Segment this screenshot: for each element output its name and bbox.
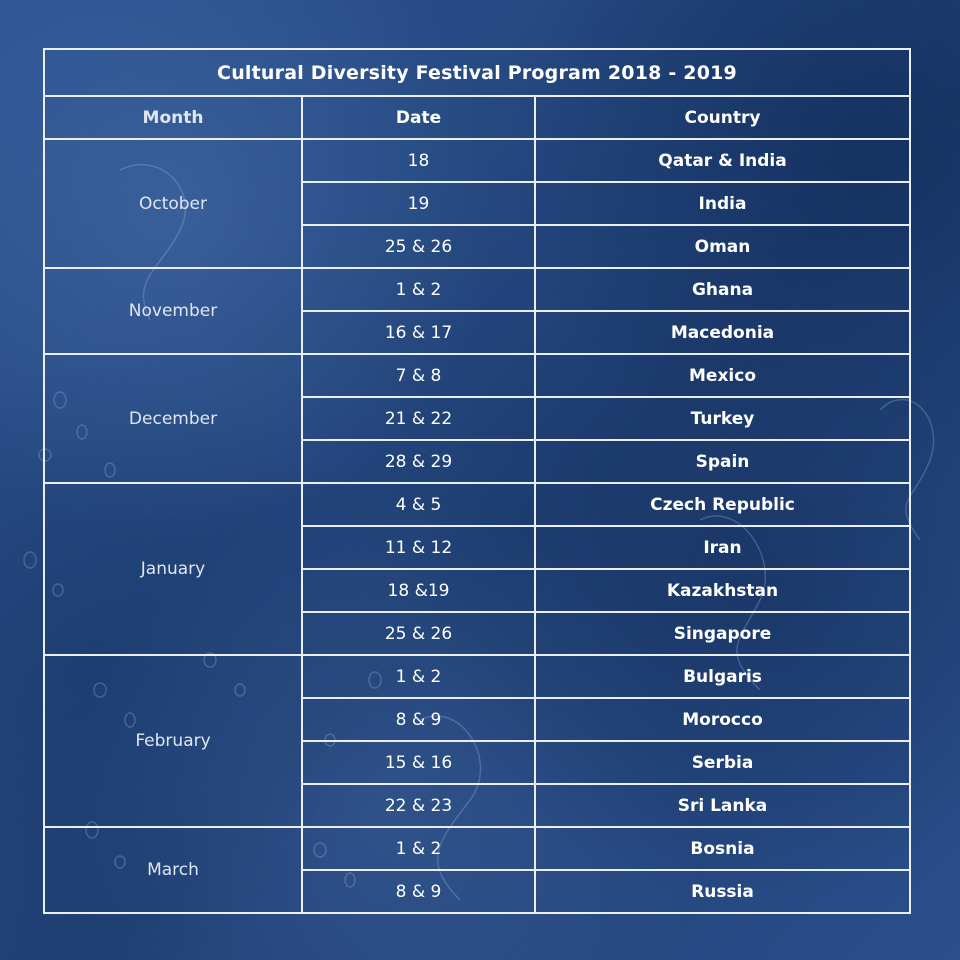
country-cell: Spain — [536, 439, 909, 482]
date-cell: 21 & 22 — [303, 396, 536, 439]
program-table — [43, 48, 911, 914]
date-cell: 8 & 9 — [303, 697, 536, 740]
country-cell: Bosnia — [536, 826, 909, 869]
country-cell: Mexico — [536, 353, 909, 396]
date-cell: 18 — [303, 138, 536, 181]
month-cell: November — [45, 267, 303, 353]
date-cell: 16 & 17 — [303, 310, 536, 353]
month-cell: December — [45, 353, 303, 482]
country-cell: Morocco — [536, 697, 909, 740]
country-cell: Czech Republic — [536, 482, 909, 525]
date-cell: 1 & 2 — [303, 826, 536, 869]
date-cell: 19 — [303, 181, 536, 224]
country-cell: Oman — [536, 224, 909, 267]
date-cell: 15 & 16 — [303, 740, 536, 783]
country-cell: Qatar & India — [536, 138, 909, 181]
table-title: Cultural Diversity Festival Program 2018 - 2019 — [217, 61, 737, 84]
date-cell: 28 & 29 — [303, 439, 536, 482]
date-cell: 22 & 23 — [303, 783, 536, 826]
month-cell: March — [45, 826, 303, 912]
country-cell: Serbia — [536, 740, 909, 783]
month-cell: January — [45, 482, 303, 654]
header-month: Month — [45, 95, 303, 138]
date-cell: 18 &19 — [303, 568, 536, 611]
country-cell: Ghana — [536, 267, 909, 310]
country-cell: Turkey — [536, 396, 909, 439]
country-cell: Bulgaris — [536, 654, 909, 697]
month-cell: October — [45, 138, 303, 267]
date-cell: 8 & 9 — [303, 869, 536, 912]
date-cell: 7 & 8 — [303, 353, 536, 396]
date-cell: 11 & 12 — [303, 525, 536, 568]
date-cell: 1 & 2 — [303, 267, 536, 310]
date-cell: 25 & 26 — [303, 611, 536, 654]
country-cell: Kazakhstan — [536, 568, 909, 611]
country-cell: India — [536, 181, 909, 224]
country-cell: Sri Lanka — [536, 783, 909, 826]
header-country: Country — [536, 95, 909, 138]
header-date: Date — [303, 95, 536, 138]
country-cell: Russia — [536, 869, 909, 912]
date-cell: 1 & 2 — [303, 654, 536, 697]
country-cell: Singapore — [536, 611, 909, 654]
date-cell: 25 & 26 — [303, 224, 536, 267]
month-cell: February — [45, 654, 303, 826]
country-cell: Macedonia — [536, 310, 909, 353]
date-cell: 4 & 5 — [303, 482, 536, 525]
country-cell: Iran — [536, 525, 909, 568]
table-grid — [45, 95, 909, 912]
